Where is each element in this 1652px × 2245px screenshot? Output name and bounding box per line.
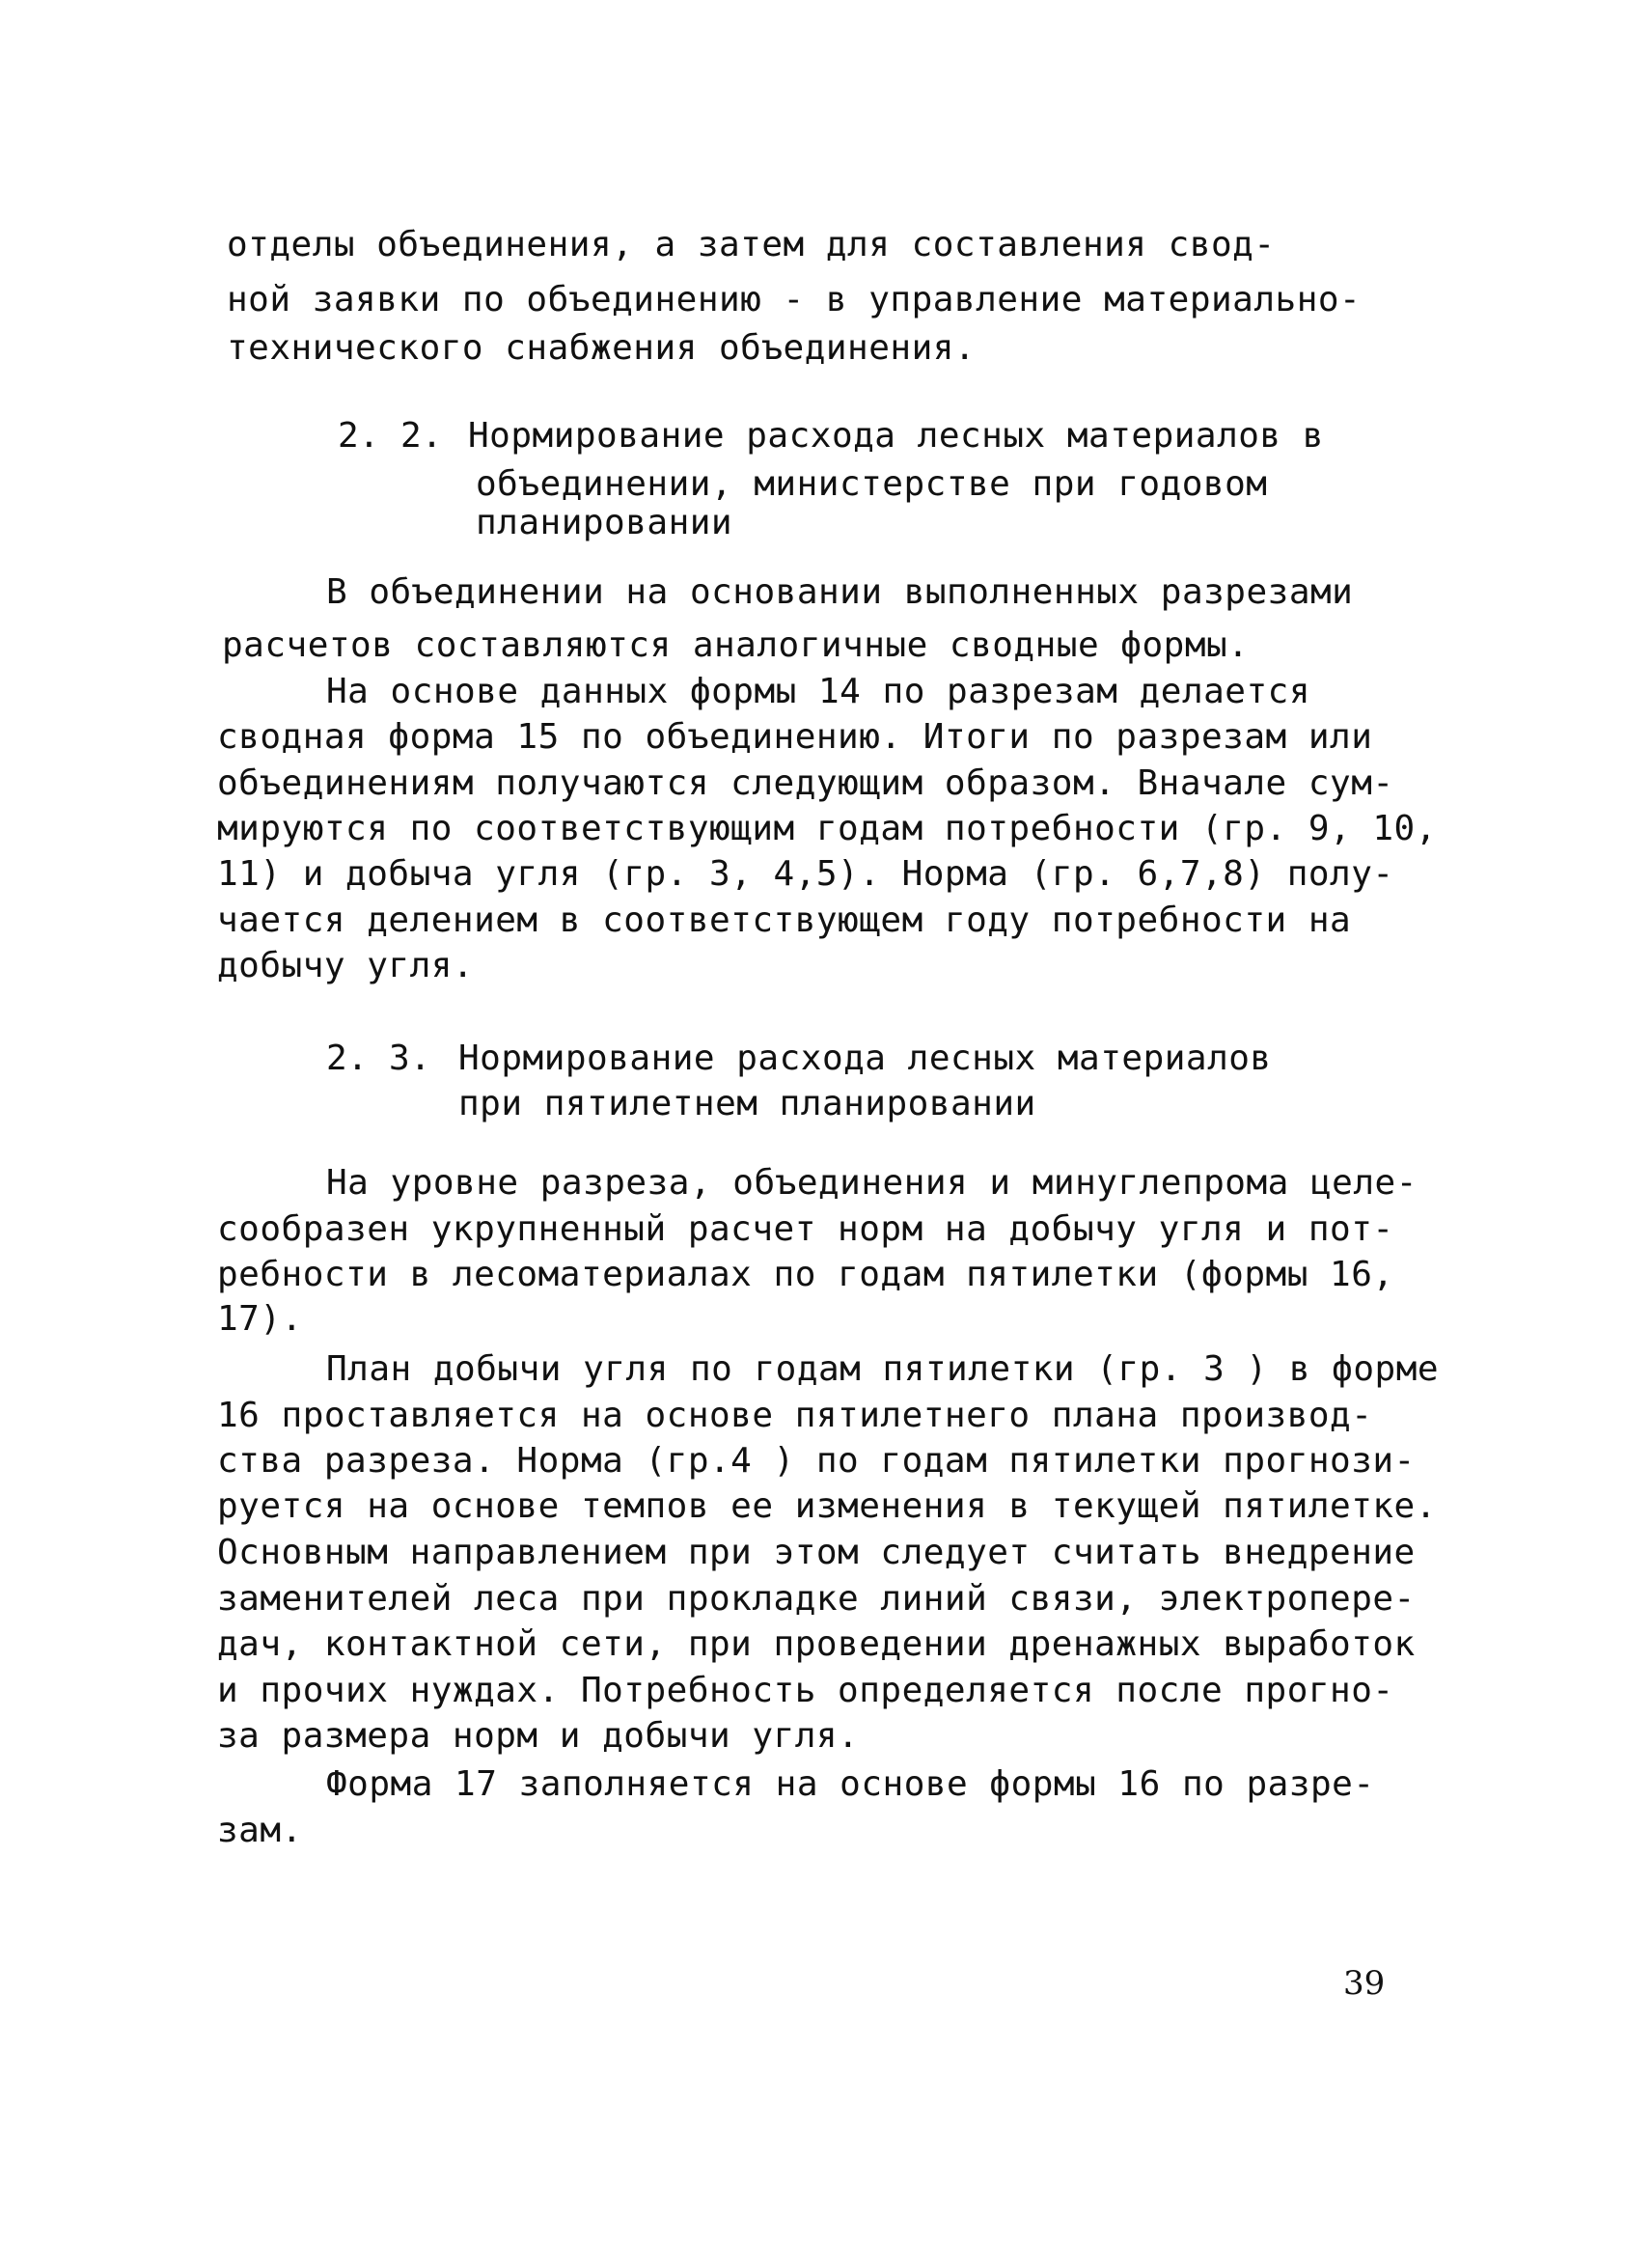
section-title-line: объединении, министерстве при годовом xyxy=(476,464,1268,504)
text-line: технического снабжения объединения. xyxy=(227,328,977,368)
text-line: Форма 17 заполняется на основе формы 16 по разре- xyxy=(326,1764,1375,1804)
text-line: за размера норм и добычи угля. xyxy=(217,1716,860,1756)
section-number: 2. 2. xyxy=(338,416,443,456)
text-line: зам. xyxy=(217,1811,303,1850)
text-line: ной заявки по объединению - в управление материально- xyxy=(227,280,1362,319)
text-line: Основным направлением при этом следует считать внедрение xyxy=(217,1533,1416,1572)
text-line: 16 проставляется на основе пятилетнего плана производ- xyxy=(217,1396,1373,1435)
text-line: чается делением в соответствующем году потребности на xyxy=(217,901,1352,940)
text-line: объединениям получаются следующим образом. Вначале сум- xyxy=(217,763,1394,803)
text-line: сообразен укрупненный расчет норм на добычу угля и пот- xyxy=(217,1209,1394,1249)
text-line: План добычи угля по годам пятилетки (гр. 3 ) в форме xyxy=(326,1349,1440,1389)
section-number: 2. 3. xyxy=(326,1039,431,1078)
section-title-line: при пятилетнем планировании xyxy=(458,1084,1036,1123)
page-number: 39 xyxy=(1343,1964,1386,2003)
text-line: сводная форма 15 по объединению. Итоги по разрезам или xyxy=(217,717,1373,757)
text-line: заменителей леса при прокладке линий связи, электропере- xyxy=(217,1579,1416,1619)
text-line: На уровне разреза, объединения и минуглепрома целе- xyxy=(326,1163,1418,1203)
text-line: расчетов составляются аналогичные сводные формы. xyxy=(222,625,1250,665)
text-line: 11) и добыча угля (гр. 3, 4,5). Норма (гр. 6,7,8) полу- xyxy=(217,854,1394,894)
text-line: 17). xyxy=(217,1299,303,1339)
text-line: На основе данных формы 14 по разрезам делается xyxy=(326,672,1310,711)
text-line: дач, контактной сети, при проведении дренажных выработок xyxy=(217,1624,1416,1664)
text-line: руется на основе темпов ее изменения в текущей пятилетке. xyxy=(217,1486,1437,1526)
text-line: отделы объединения, а затем для составления свод- xyxy=(227,225,1276,264)
text-line: и прочих нуждах. Потребность определяется после прогно- xyxy=(217,1671,1394,1710)
section-title-line: Нормирование расхода лесных материалов в xyxy=(468,416,1324,456)
text-line: В объединении на основании выполненных разрезами xyxy=(326,572,1354,612)
text-line: ства разреза. Норма (гр.4 ) по годам пятилетки прогнози- xyxy=(217,1441,1416,1481)
section-title-line: Нормирование расхода лесных материалов xyxy=(458,1039,1272,1078)
text-line: ребности в лесоматериалах по годам пятилетки (формы 16, xyxy=(217,1255,1394,1294)
section-title-line: планировании xyxy=(476,503,733,542)
text-line: добычу угля. xyxy=(217,946,475,985)
text-line: мируются по соответствующим годам потребности (гр. 9, 10, xyxy=(217,809,1437,848)
